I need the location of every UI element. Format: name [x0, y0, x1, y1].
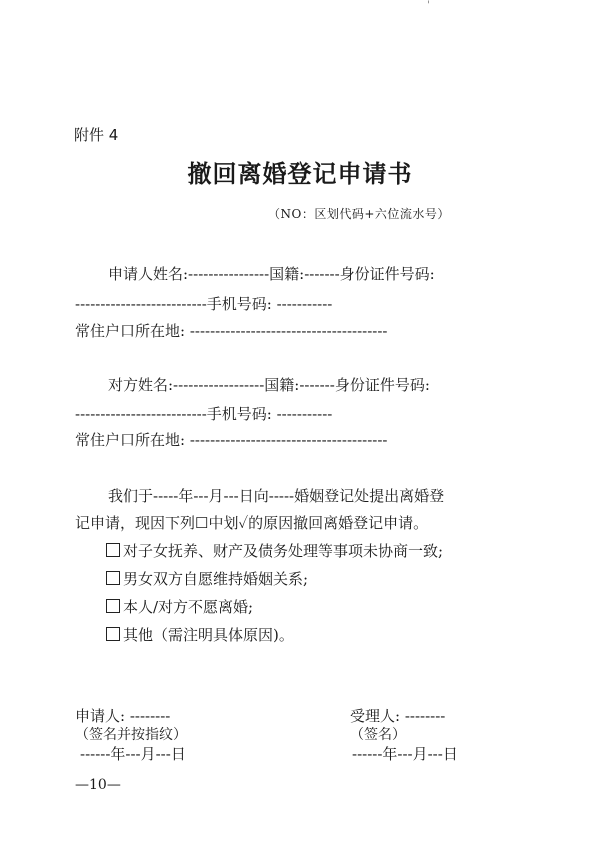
other-residence-line: 常住户口所在地: ---------------------------------------: [75, 431, 388, 449]
option-item[interactable]: 对子女抚养、财产及债务处理等事项未协商一致;: [106, 542, 443, 560]
applicant-phone-line: --------------------------手机号码: -----------: [75, 295, 333, 313]
top-mark: ': [427, 0, 430, 11]
receiver-signature-note: （签名）: [350, 727, 406, 743]
option-item[interactable]: 男女双方自愿维持婚姻关系;: [106, 570, 308, 588]
checkbox-icon[interactable]: [106, 599, 120, 613]
statement-line-2: 记申请，现因下列☐中划✓的原因撤回离婚登记申请。: [75, 514, 429, 532]
receiver-date: ------年---月---日: [352, 745, 458, 763]
document-title: 撤回离婚登记申请书: [187, 159, 413, 188]
applicant-signature-note: （签名并按指纹）: [75, 727, 187, 743]
checkbox-icon[interactable]: [106, 627, 120, 641]
other-phone-line: --------------------------手机号码: -----------: [75, 405, 333, 423]
other-name-line: 对方姓名:------------------国籍:-------身份证件号码:: [108, 376, 430, 394]
statement-line-1: 我们于-----年---月---日向-----婚姻登记处提出离婚登: [108, 487, 445, 505]
document-number-note: （NO：区划代码+六位流水号）: [268, 207, 450, 221]
applicant-residence-line: 常住户口所在地: ---------------------------------------: [75, 322, 388, 340]
page-number: —10—: [75, 777, 121, 793]
applicant-date: ------年---月---日: [80, 745, 186, 763]
checkbox-icon[interactable]: [106, 571, 120, 585]
receiver-signature-label: 受理人: --------: [350, 707, 446, 725]
applicant-signature-label: 申请人: --------: [75, 707, 171, 725]
option-item[interactable]: 其他（需注明具体原因)。: [106, 626, 294, 644]
attachment-label: 附件 4: [74, 126, 119, 144]
option-item[interactable]: 本人/对方不愿离婚;: [106, 598, 253, 616]
checkbox-icon[interactable]: [106, 543, 120, 557]
applicant-name-line: 申请人姓名:----------------国籍:-------身份证件号码:: [108, 265, 435, 283]
